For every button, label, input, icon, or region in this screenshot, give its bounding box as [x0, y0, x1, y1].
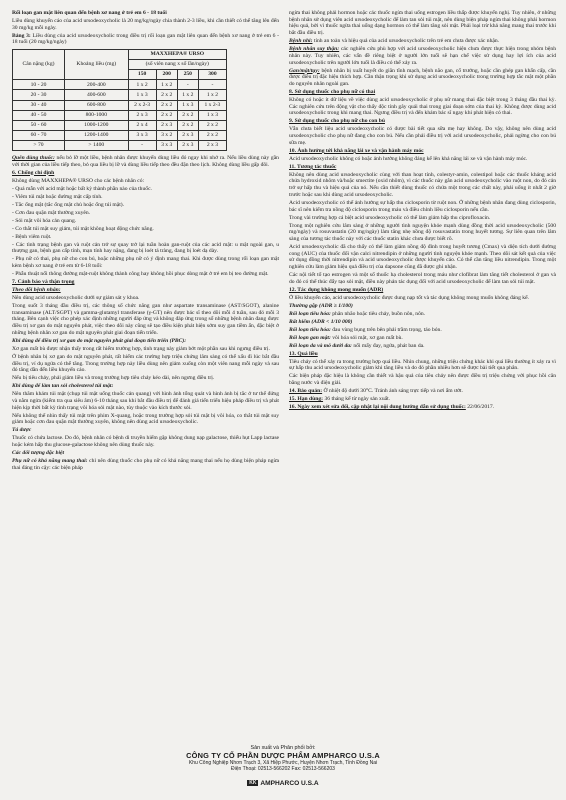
logo-mark-icon: KK	[249, 780, 257, 787]
table-cell: 1 x 2	[128, 80, 156, 90]
paragraph	[289, 335, 556, 342]
table-cell: 2 x 2	[156, 110, 177, 120]
inline-text: 22/06/2017.	[467, 404, 495, 411]
table-row	[13, 120, 227, 130]
subheading: Rất hiếm (ADR < 1/10 000)	[289, 318, 353, 325]
contraindication-item: - Viêm túi mật hoặc đường mật cấp tính.	[12, 193, 103, 200]
paragraph	[289, 68, 556, 88]
section-9-title: 9. Sử dụng thuốc cho phụ nữ cho con bú	[289, 118, 385, 125]
inline-label: Bệnh nhi:	[289, 38, 313, 45]
table-cell: -	[177, 80, 198, 90]
table-caption	[12, 33, 279, 46]
table-cell: 1 x 2	[177, 90, 198, 100]
paragraph: Acid ursodeoxycholic đã cho thấy có thể làm giảm nồng độ đỉnh trong huyết tương (Cmax) và diện tích dưới đường cong (AUC) của thuốc đối vận calci nitrendipin ở những người tình nguyện khỏe mạnh. Theo dõi sát kết quả của việc sử dụng đồng thời nitrendipin và acid ursodeoxycholic được khuyến cáo. Có thể cần tăng liều nitrendipin. Trong một nghiên cứu làm giảm hiệu quả điều trị của dapsone cũng đã được ghi nhận.	[289, 243, 556, 271]
paragraph: ngừa thai không phải hormon hoặc các thuốc ngừa thai uống estrogen liều thấp được khuyến nghị. Tuy nhiên, ở những bệnh nhân sử dụng viên acid ursodeoxycholic để làm tan sỏi túi mật, nên dùng biện pháp ngừa thai không phải hormon hiệu quả, bởi vì thuốc ngừa thai uống dạng hormon có thể làm tăng sỏi mật. Phải loại trừ khả năng mang thai trước khi bắt đầu điều trị.	[289, 10, 556, 37]
paragraph: Nên dùng acid ursodeoxycholic dưới sự giám sát y khoa.	[12, 295, 140, 301]
table-cell: -	[198, 80, 226, 90]
table-cell: 1 x 3	[128, 90, 156, 100]
table-cell: 1200-1400	[65, 130, 129, 140]
header-strength: 200	[156, 70, 177, 80]
table-cell: 1 x 2-3	[198, 100, 226, 110]
section-6-intro: Không dùng MAXXHEPA® URSO cho các bệnh nhân có:	[12, 177, 145, 184]
table-cell: 2 x 2	[177, 120, 198, 130]
table-cell: 2 x 3	[198, 140, 226, 150]
subheading: Khi dùng để làm tan sỏi cholesterol túi mật:	[12, 383, 114, 390]
paragraph	[289, 327, 556, 334]
inline-text: các nghiên cứu phù hợp với acid ursodeoxycholic hiện chưa được thực hiện trong nhóm bệnh nhân này. Tuy nhiên, các vấn đề riêng biệt ở người lớn tuổi sẽ hạn chế việc sử dụng hay lợi ích của acid ursodeoxycholic trên người lớn tuổi là điều có thể xảy ra.	[289, 46, 556, 66]
table-caption-label: Bảng 3:	[12, 32, 31, 39]
inline-label: Rối loạn tiêu hóa:	[289, 326, 331, 333]
inline-text: đau vùng bụng trên bên phải trầm trọng, táo bón.	[332, 326, 442, 333]
inline-text: Ở nhiệt độ dưới 30°C. Tránh ánh sáng trực tiếp và nơi ẩm ướt.	[323, 388, 463, 395]
paragraph: Trong vài trường hợp cá biệt acid ursodeoxycholic có thể làm giảm hấp thu ciprofloxacin.	[289, 214, 491, 221]
paragraph	[289, 46, 556, 66]
subheading: Thường gặp (ADR ≥ 1/100)	[289, 302, 353, 309]
inline-text: bệnh nhân bị xuất huyết do giãn tĩnh mạch, bệnh não gan, cổ trướng, hoặc cần ghép gan khẩn cấp, cần được điều trị đặc hiệu thích hợp. Cần thận trọng khi sử dụng acid ursodeoxycholic trong trường hợp tắc mật một phần do nguyên nhân ngoài gan.	[289, 67, 556, 87]
table-cell: 50 - 60	[13, 120, 65, 130]
table-cell: 1 x 2	[198, 90, 226, 100]
inline-text: tính an toàn và hiệu quả của acid ursodeoxycholic trên trẻ em chưa được xác nhận.	[313, 38, 500, 45]
table-cell: 2 x 2	[198, 120, 226, 130]
header-product: MAXXHEPA® URSO	[128, 50, 226, 60]
paragraph	[289, 404, 556, 411]
paragraph	[289, 396, 556, 403]
paragraph: Ở liều khuyến cáo, acid ursodeoxycholic được dung nạp tốt và tác dụng không mong muốn không đáng kể.	[289, 294, 529, 301]
dosage-table	[12, 49, 227, 151]
contraindication-item: - Phụ nữ có thai, phụ nữ cho con bú, hoặc những phụ nữ có ý định mang thai. Khi được dùng trong rối loạn gan mật kèm bệnh xơ nang ở trẻ em từ 6-18 tuổi:	[12, 256, 279, 269]
paragraph: Các nội tiết tố tạo estrogen và một số thuốc hạ cholesterol trong máu như clofibrat làm tăng tiết cholesterol ở gan và do đó có thể thúc đẩy tạo sỏi mật, điều này phản tác dụng đối với acid ursodeoxycholic để làm tan sỏi túi mật.	[289, 272, 556, 285]
table-header-row	[13, 50, 227, 60]
paragraph: Không có hoặc ít dữ liệu về việc dùng acid ursodeoxycholic ở phụ nữ mang thai đặc biệt trong 3 tháng đầu thai kỳ. Các nghiên cứu trên động vật cho thấy độc tính gây quái thai trong giai đoạn sớm của thai kỳ. Không được dùng acid ursodeoxycholic trong khi mang thai. Ngưng điều trị và đến khám bác sĩ ngay khi phát hiện có thai.	[289, 96, 556, 117]
table-body	[13, 80, 227, 151]
contraindication-item: - Co thắt túi mật suy giảm, túi mật không hoạt động chức năng.	[12, 225, 154, 232]
table-caption-text: Liều dùng của acid ursodeoxycholic trong điều trị rối loạn gan mật liên quan đến bệnh xơ nang ở trẻ em 6 - 18 tuổi (20 mg/kg/ngày)	[12, 32, 279, 46]
table-cell: 2 x 2-3	[128, 100, 156, 110]
manufacturer-footer	[0, 745, 566, 790]
table-cell: 40 - 50	[13, 110, 65, 120]
header-capsules-per-day: (số viên nang x số lần/ngày)	[128, 60, 226, 70]
inline-text: 36 tháng kể từ ngày sản xuất.	[324, 396, 391, 403]
table-cell: 2 x 2	[198, 130, 226, 140]
table-cell: 2 x 2	[156, 90, 177, 100]
inline-text: chỉ nên dùng thuốc cho phụ nữ có khả năng mang thai nếu họ dùng biện pháp ngừa thai đáng tin cậy: các biện pháp	[12, 458, 279, 471]
inline-text: vôi hóa sỏi mật, xơ gan mất bù.	[332, 334, 403, 341]
table-row	[13, 90, 227, 100]
inline-label: Rối loạn tiêu hóa:	[289, 310, 331, 317]
missed-dose-text: nếu bỏ lỡ một liều, bệnh nhân được khuyến dùng liều đó ngay khi nhớ ra. Nếu liều dùng này gần với thời gian của liều tiếp theo, bỏ qua liều bị lỡ và dùng liều tiếp theo đều đặn theo lịch. Không dùng liều gấp đôi.	[12, 154, 279, 168]
section-15-title: 15. Hạn dùng:	[289, 396, 324, 403]
made-by-label: Sản xuất và Phân phối bởi:	[250, 745, 316, 751]
section-10-title: 10. Ảnh hưởng tới khả năng lái xe và vận hành máy móc	[289, 147, 424, 154]
section-16-title: 16. Ngày xem xét sửa đổi, cập nhật lại nội dung hướng dẫn sử dụng thuốc:	[289, 404, 466, 411]
paragraph: Nếu bị tiêu chảy, phải giảm liều và trong trường hợp tiêu chảy kéo dài, nên ngưng điều trị.	[12, 375, 215, 382]
contraindication-item: - Phẫu thuật nối thông đường mật-ruột không thành công hay không hồi phục dòng mật ở trẻ em bị teo đường mật.	[12, 271, 269, 277]
table-cell: 2 x 3	[128, 110, 156, 120]
table-row	[13, 80, 227, 90]
paragraph	[289, 343, 556, 350]
table-cell: > 70	[13, 140, 65, 150]
header-weight: Cân nặng (kg)	[13, 50, 65, 80]
inline-text: nổi mẩy đay, ngứa, phát ban da.	[353, 342, 425, 349]
contraindication-item: - Tắc ống mật (tắc ống mật chủ hoặc ống túi mật).	[12, 201, 125, 208]
table-row	[13, 100, 227, 110]
paragraph: Nếu không thể nhìn thấy túi mật trên phim X-quang, hoặc trong trường hợp sỏi túi mật bị vôi hóa, co thắt túi mật suy giảm hoặc cơn đau quặn mật thường xuyên, không nên dùng acid ursodeoxycholic.	[12, 412, 279, 426]
paragraph: Trong suốt 3 tháng đầu điều trị, các thông số chức năng gan như aspartate transaminase (AST/SGOT), alanine transaminase (ALT/SGPT) và gamma-glutamyl transferase (γ-GT) nên được bác sĩ theo dõi mỗi 4 tuần, sau đó mỗi 3 tháng. Bên cạnh việc cho phép xác định những người đáp ứng và không đáp ứng trong số những bệnh nhân đang được điều trị xơ gan do mật nguyên phát, việc theo dõi này cũng sẽ tạo điều kiện phát hiện sớm suy gan tiềm ẩn, đặc biệt ở những bệnh nhân xơ gan do mật nguyên phát giai đoạn tiến triển.	[12, 303, 279, 336]
paragraph: Acid ursodeoxycholic không có hoặc ảnh hưởng không đáng kể lên khả năng lái xe và vận hành máy móc.	[289, 155, 528, 162]
inline-text: phân nhão hoặc tiêu chảy, buồn nôn, nôn.	[332, 310, 426, 317]
inline-label: Bệnh nhân suy thận:	[289, 46, 340, 53]
paragraph: Tiêu chảy có thể xảy ra trong trường hợp quá liều. Nhìn chung, những triệu chứng khác khi quá liều thường ít xảy ra vì sự hấp thu acid ursodeoxycholic giảm khi tăng liều và do đó phần nhiều hơn sẽ được bài tiết qua phân.	[289, 358, 556, 372]
table-cell: 1 x 3	[177, 100, 198, 110]
table-cell: 400-600	[65, 90, 129, 100]
paragraph: Thuốc có chứa lactose. Do đó, bệnh nhân có bệnh di truyền hiếm gặp không dung nạp galactose, thiếu hụt Lapp lactase hoặc kém hấp thu glucose-galactose không nên dùng thuốc này.	[12, 435, 279, 449]
section-12-title: 12. Tác dụng không mong muốn (ADR)	[289, 286, 384, 293]
header-dose-range: Khoảng liều (mg)	[65, 50, 129, 80]
paragraph: Xơ gan mất bù được nhận thấy trong rất hiếm trường hợp, tình trạng này giảm bớt một phần sau khi ngưng điều trị.	[12, 345, 271, 352]
table-cell: 600-800	[65, 100, 129, 110]
table-cell: -	[128, 140, 156, 150]
table-cell: 200-400	[65, 80, 129, 90]
section-8-title: 8. Sử dụng thuốc cho phụ nữ có thai	[289, 88, 376, 95]
logo-text: AMPHARCO U.S.A	[260, 780, 319, 787]
contraindication-item: - Bệnh viêm ruột.	[12, 233, 52, 240]
paragraph	[289, 38, 556, 45]
subheading: Khi dùng để điều trị xơ gan do mật nguyên phát giai đoạn tiến triển (PBC):	[12, 337, 187, 344]
header-strength: 150	[128, 70, 156, 80]
company-phone: Điện Thoại: 02513-566202 Fax: 02513-566203	[231, 766, 335, 772]
paragraph	[289, 388, 556, 395]
paragraph	[12, 458, 279, 471]
paragraph: Vẫn chưa biết liệu acid ursodeoxycholic có được bài tiết qua sữa mẹ hay không. Do vậy, không nên dùng acid ursodeoxycholic cho phụ nữ đang cho con bú. Nếu cần phải điều trị với acid ursodeoxycholic, phải ngừng cho con bú sữa mẹ.	[289, 126, 556, 146]
contraindication-item: - Cơn đau quặn mật thường xuyên.	[12, 209, 91, 216]
table-cell: > 1400	[65, 140, 129, 150]
inline-label: Gan/mật/tụy:	[289, 67, 320, 74]
inline-label: Phụ nữ có khả năng mang thai:	[12, 458, 88, 465]
section-14-title: 14. Bảo quản:	[289, 388, 323, 395]
paragraph: Acid ursodeoxycholic có thể ảnh hưởng sự hấp thu ciclosporin từ ruột non. Ở những bệnh nhân đang dùng ciclosporin, bác sĩ nên kiểm tra nồng độ ciclosporin trong máu và điều chỉnh liều ciclosporin nếu cần.	[289, 199, 556, 213]
missed-dose-label: Quên dùng thuốc:	[12, 154, 55, 161]
table-row	[13, 130, 227, 140]
paragraph	[289, 311, 556, 318]
table-cell: 3 x 2	[156, 130, 177, 140]
company-logo	[247, 780, 318, 787]
table-cell: 2 x 3	[156, 120, 177, 130]
table-cell: 60 - 70	[13, 130, 65, 140]
table-cell: 30 - 40	[13, 100, 65, 110]
contraindication-item: - Các tình trạng bệnh gan và ruột cản trở sự quay trở lại tuần hoàn gan-ruột của các acid mật: u mật ngoài gan, u thượng gan, bệnh gan cấp tính, mạn tính hay nặng, đang bị loét tá tràng, đang bị loét dạ dày.	[12, 241, 279, 255]
subheading: Tá dược	[12, 427, 32, 434]
table-cell: 1000-1200	[65, 120, 129, 130]
section-11-title: 11. Tương tác thuốc	[289, 163, 337, 170]
table-cell: 10 - 20	[13, 80, 65, 90]
table-cell: 2 x 2	[156, 100, 177, 110]
table-cell: 3 x 3	[128, 130, 156, 140]
right-column	[289, 10, 556, 752]
company-name: CÔNG TY CỔ PHẦN DƯỢC PHẨM AMPHARCO U.S.A	[186, 751, 380, 760]
table-cell: 3 x 3	[156, 140, 177, 150]
table-cell: 800-1000	[65, 110, 129, 120]
paragraph: Không nên dùng acid ursodeoxycholic cùng với than hoạt tính, colestyr-amin, colestipol hoặc các thuốc kháng acid chứa hydroxid nhôm và/hoặc smectite (oxid nhôm), vì các thuốc này gắn acid ursodeoxycholic vào ruột non, do đó cản trở sự hấp thu và hiệu quả của nó. Nếu cần thiết dùng thuốc có chứa một trong các chất này, phải uống ít nhất 2 giờ trước hoặc sau khi dùng acid ursodeoxycholic.	[289, 171, 556, 198]
header-strength: 250	[177, 70, 198, 80]
missed-dose	[12, 155, 279, 168]
table-cell: 2 x 3	[177, 130, 198, 140]
header-strength: 300	[198, 70, 226, 80]
paragraph: Ở bệnh nhân bị xơ gan do mật nguyên phát, rất hiếm các trường hợp triệu chứng lâm sàng có thể xấu đi lúc bắt đầu điều trị, ví dụ ngứa có thể tăng. Trong trường hợp này liều dùng nên giảm xuống còn một viên nang mỗi ngày và sau đó tăng dần đến liều khuyến cáo.	[12, 353, 279, 374]
table-row	[13, 110, 227, 120]
table-cell: 2 x 3	[177, 140, 198, 150]
contraindication-item: - Sỏi mật vôi hóa cản quang.	[12, 217, 77, 224]
table-cell: 2 x 2	[177, 110, 198, 120]
paragraph: Nên thăm khám túi mật (chụp túi mật uống thuốc cản quang) với hình ảnh tổng quát và hình ảnh bị tắc ở tư thế đứng và nằm ngửa (kiểm tra qua siêu âm) 6-10 tháng sau khi bắt đầu điều trị để đánh giá tiến triển hiệu pháp điều trị và phát hiện kịp thời bất kỳ tình trạng vôi hóa sỏi mật nào, tùy thuộc vào kích thước sỏi.	[12, 391, 279, 411]
table-cell: 1 x 3	[198, 110, 226, 120]
inline-label: Rối loạn da và mô dưới da:	[289, 342, 352, 349]
table-row	[13, 140, 227, 150]
left-column	[12, 10, 279, 752]
subheading: Các đối tượng đặc biệt	[12, 450, 65, 457]
table-cell: 2 x 4	[128, 120, 156, 130]
table-cell: 1 x 2	[156, 80, 177, 90]
company-address: Khu Công Nghiệp Nhơn Trạch 3, Xã Hiệp Phước, Huyện Nhơn Trạch, Tỉnh Đồng Nai	[188, 760, 378, 766]
paragraph: Trong một nghiên cứu lâm sàng ở những người tình nguyện khỏe mạnh dùng đồng thời acid ursodeoxycholic (500 mg/ngày) và rosuvastatin (20 mg/ngày) làm tăng nhẹ nồng độ rosuvastatin trong huyết tương. Sự liên quan trên lâm sàng của tương tác thuốc này với các thuốc statin khác chưa được biết rõ.	[289, 222, 556, 242]
paragraph: Các biện pháp đặc hiệu là không cần thiết và hậu quả của tiêu chảy nên được điều trị triệu chứng với phục hồi cân bằng nước và điện giải.	[289, 373, 556, 387]
section-13-title: 13. Quá liều	[289, 350, 318, 357]
subheading: Theo dõi bệnh nhân:	[12, 287, 61, 293]
table-cell: 20 - 30	[13, 90, 65, 100]
intro-text: Liều dùng khuyến cáo của acid ursodeoxycholic là 20 mg/kg/ngày chia thành 2-3 liều, khi cần thiết có thể tăng lên đến 30 mg/kg mỗi ngày.	[12, 18, 279, 31]
contraindication-item: - Quá mẫn với acid mật hoặc bất kỳ thành phần nào của thuốc.	[12, 185, 152, 192]
text-columns	[12, 10, 556, 752]
intro-heading: Rối loạn gan mật liên quan đến bệnh xơ nang ở trẻ em 6 - 18 tuổi	[12, 10, 167, 16]
inline-label: Rối loạn gan mật:	[289, 334, 331, 341]
section-7-title: 7. Cảnh báo và thận trọng	[12, 279, 75, 285]
section-6-title: 6. Chống chỉ định	[12, 169, 55, 176]
